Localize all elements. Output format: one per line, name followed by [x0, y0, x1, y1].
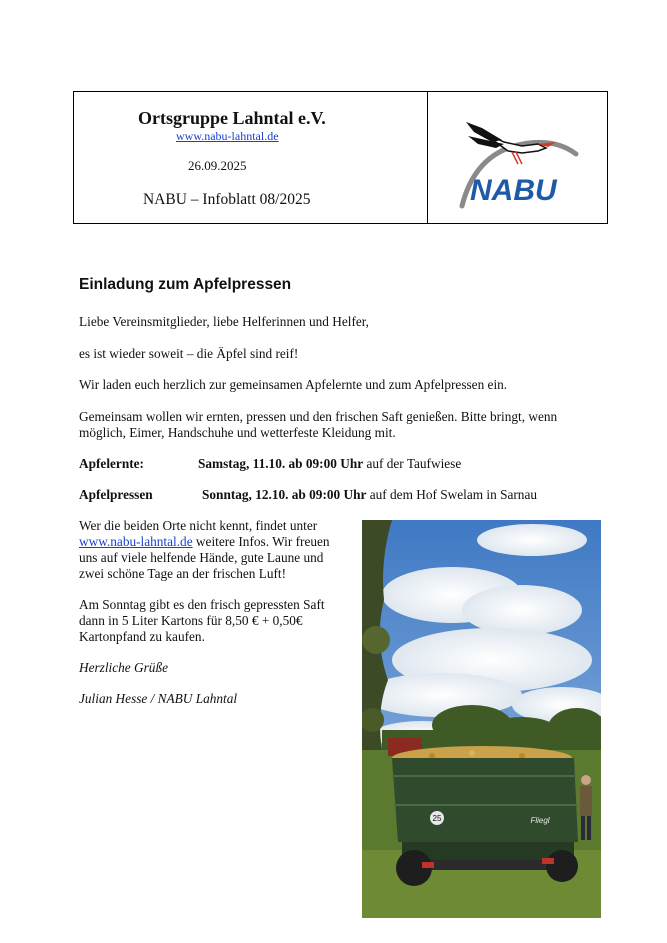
- closing: Herzliche Grüße: [79, 660, 168, 675]
- invite-line: Wir laden euch herzlich zur gemeinsamen Apfelernte und zum Apfelpressen ein.: [79, 377, 508, 392]
- info-line-1: Wer die beiden Orte nicht kennt, findet unter: [79, 518, 318, 533]
- header-divider: [427, 92, 428, 223]
- event2-place: auf dem Hof Swelam in Sarnau: [366, 487, 537, 502]
- event2-date: Sonntag, 12.10. ab 09:00 Uhr auf dem Hof Swelam in Sarnau: [202, 487, 537, 502]
- event2-label: Apfelpressen: [79, 487, 153, 502]
- trailer-number: 25: [432, 814, 442, 823]
- article-title: Einladung zum Apfelpressen: [79, 276, 292, 293]
- org-name: Ortsgruppe Lahntal e.V.: [138, 108, 326, 128]
- ready-line: es ist wieder soweit – die Äpfel sind reif!: [79, 346, 299, 361]
- info-line-4: zwei schöne Tage an der frischen Luft!: [79, 566, 287, 581]
- trailer-brand: Fliegl: [530, 816, 550, 825]
- juice-line-1: Am Sonntag gibt es den frisch gepressten Saft: [79, 597, 325, 612]
- issue-date: 26.09.2025: [188, 158, 247, 173]
- event1-date: Samstag, 11.10. ab 09:00 Uhr auf der Taufwiese: [198, 456, 462, 471]
- trailer: [392, 746, 578, 886]
- greeting: Liebe Vereinsmitglieder, liebe Helferinnen und Helfer,: [79, 314, 369, 329]
- event-apfelpressen: [79, 487, 537, 503]
- info-line-2: www.nabu-lahntal.de weitere Infos. Wir freuen: [79, 534, 330, 549]
- info-link[interactable]: www.nabu-lahntal.de: [79, 534, 193, 549]
- bring-line: möglich, Eimer, Handschuhe und wetterfeste Kleidung mit.: [79, 425, 396, 440]
- header-box: [73, 91, 608, 224]
- info-line-3: uns auf viele helfende Hände, gute Laune und: [79, 550, 324, 565]
- event1-place: auf der Taufwiese: [363, 456, 462, 471]
- issue-title: NABU – Infoblatt 08/2025: [143, 191, 311, 208]
- website-link[interactable]: www.nabu-lahntal.de: [176, 129, 279, 143]
- signature: Julian Hesse / NABU Lahntal: [79, 691, 238, 706]
- event-apfelernte: [79, 456, 462, 472]
- nabu-logo: [452, 118, 584, 210]
- together-line: Gemeinsam wollen wir ernten, pressen und den frischen Saft genießen. Bitte bringt, wenn: [79, 409, 558, 424]
- event1-label: Apfelernte:: [79, 456, 144, 471]
- juice-line-3: Kartonpfand zu kaufen.: [79, 629, 205, 644]
- apple-harvest-photo: [362, 520, 601, 918]
- juice-line-2: dann in 5 Liter Kartons für 8,50 € + 0,50€: [79, 613, 303, 628]
- logo-text: NABU: [470, 174, 557, 207]
